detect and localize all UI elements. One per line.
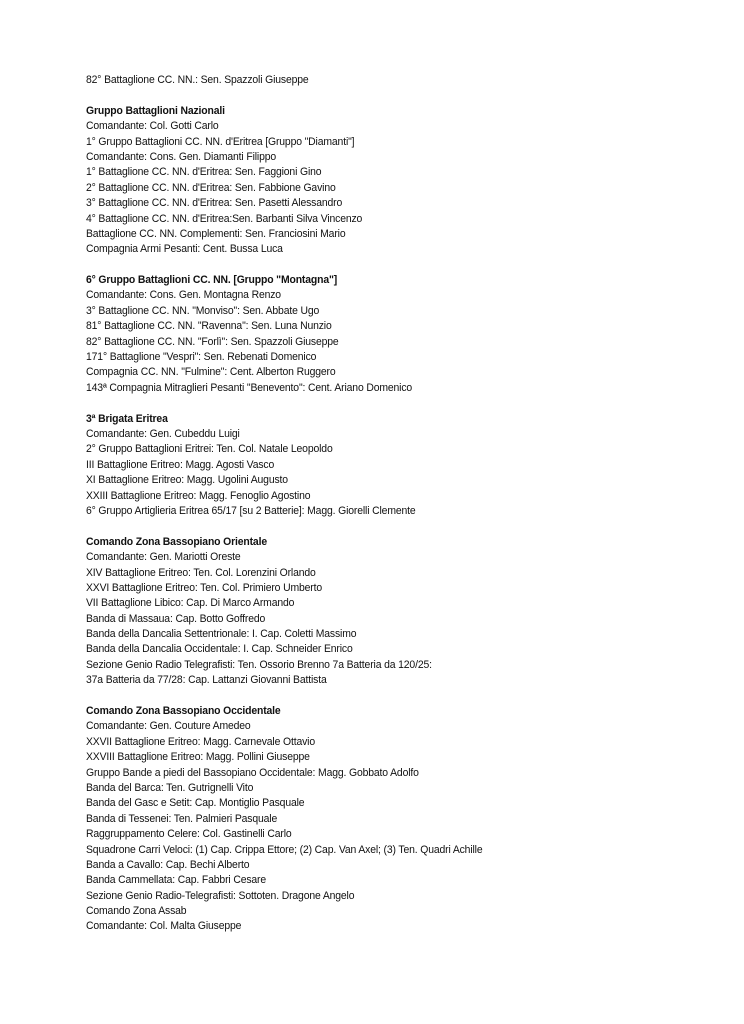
section-line: Banda del Gasc e Setit: Cap. Montiglio Pasquale [86,797,305,810]
section-line: 3° Battaglione CC. NN. d'Eritrea: Sen. Pasetti Alessandro [86,197,343,210]
section-line: XXVIII Battaglione Eritreo: Magg. Pollini Giuseppe [86,751,310,764]
section-line: XXIII Battaglione Eritreo: Magg. Fenoglio Agostino [86,489,311,502]
document-page [86,73,726,935]
section-line: 81° Battaglione CC. NN. "Ravenna": Sen. Luna Nunzio [86,320,332,333]
section-line: Banda Cammellata: Cap. Fabbri Cesare [86,874,267,887]
section-line: 4° Battaglione CC. NN. d'Eritrea:Sen. Barbanti Silva Vincenzo [86,212,363,225]
section-line: Banda di Massaua: Cap. Botto Goffredo [86,612,266,625]
section-spacer [86,689,726,704]
section-line: Compagnia CC. NN. "Fulmine": Cent. Alberton Ruggero [86,366,336,379]
section-block [86,273,726,396]
section-line: Squadrone Carri Veloci: (1) Cap. Crippa Ettore; (2) Cap. Van Axel; (3) Ten. Quadri Achille [86,843,483,856]
section-line: XXVI Battaglione Eritreo: Ten. Col. Primiero Umberto [86,581,323,594]
section-spacer [86,258,726,273]
section-line: 82° Battaglione CC. NN. "Forlì": Sen. Spazzoli Giuseppe [86,335,339,348]
section-line: Sezione Genio Radio Telegrafisti: Ten. Ossorio Brenno 7a Batteria da 120/25: [86,658,432,671]
section-line: 2° Battaglione CC. NN. d'Eritrea: Sen. Fabbione Gavino [86,181,336,194]
section-heading: Comando Zona Bassopiano Occidentale [86,705,281,718]
section-line: Battaglione CC. NN. Complementi: Sen. Franciosini Mario [86,227,346,240]
section-line: Gruppo Bande a piedi del Bassopiano Occidentale: Magg. Gobbato Adolfo [86,766,419,779]
section-block [86,535,726,689]
section-heading: 6° Gruppo Battaglioni CC. NN. [Gruppo "Montagna"] [86,274,338,287]
section-spacer [86,88,726,103]
section-line: Banda della Dancalia Settentrionale: I. Cap. Coletti Massimo [86,628,357,641]
section-block [86,412,726,520]
section-block [86,704,726,935]
section-line: Banda di Tessenei: Ten. Palmieri Pasquale [86,812,278,825]
section-spacer [86,519,726,534]
section-line: 3° Battaglione CC. NN. "Monviso": Sen. Abbate Ugo [86,304,320,317]
section-heading: 3ª Brigata Eritrea [86,412,168,425]
section-line: Banda a Cavallo: Cap. Bechi Alberto [86,858,250,871]
section-line: 1° Battaglione CC. NN. d'Eritrea: Sen. Faggioni Gino [86,166,322,179]
section-line: Comandante: Cons. Gen. Diamanti Filippo [86,150,277,163]
section-line: 37a Batteria da 77/28: Cap. Lattanzi Giovanni Battista [86,674,327,687]
section-line: Comandante: Cons. Gen. Montagna Renzo [86,289,281,302]
section-line: Comandante: Col. Gotti Carlo [86,120,219,133]
section-line: XIV Battaglione Eritreo: Ten. Col. Lorenzini Orlando [86,566,316,579]
section-line: VII Battaglione Libico: Cap. Di Marco Armando [86,597,295,610]
section-line: III Battaglione Eritreo: Magg. Agosti Vasco [86,458,275,471]
section-line: Banda della Dancalia Occidentale: I. Cap. Schneider Enrico [86,643,353,656]
section-line: Comandante: Gen. Mariotti Oreste [86,551,241,564]
section-line: Sezione Genio Radio-Telegrafisti: Sottoten. Dragone Angelo [86,889,355,902]
section-line: Comando Zona Assab [86,905,187,918]
section-line: 171° Battaglione "Vespri": Sen. Rebenati Domenico [86,351,317,364]
section-line: Comandante: Gen. Cubeddu Luigi [86,427,240,440]
section-line: Raggruppamento Celere: Col. Gastinelli Carlo [86,828,292,841]
section-line: XXVII Battaglione Eritreo: Magg. Carnevale Ottavio [86,735,315,748]
section-heading: Comando Zona Bassopiano Orientale [86,535,267,548]
intro-line: 82° Battaglione CC. NN.: Sen. Spazzoli Giuseppe [86,74,309,86]
section-line: 6° Gruppo Artiglieria Eritrea 65/17 [su 2 Batterie]: Magg. Giorelli Clemente [86,504,416,517]
section-line: Comandante: Col. Malta Giuseppe [86,920,242,933]
section-line: Banda del Barca: Ten. Gutrignelli Vito [86,781,254,794]
section-line: 143ª Compagnia Mitraglieri Pesanti "Benevento": Cent. Ariano Domenico [86,381,413,394]
section-line: XI Battaglione Eritreo: Magg. Ugolini Augusto [86,474,288,487]
section-line: Comandante: Gen. Couture Amedeo [86,720,251,733]
section-line: Compagnia Armi Pesanti: Cent. Bussa Luca [86,243,283,256]
section-block [86,104,726,258]
sections-container [86,88,726,934]
section-line: 2° Gruppo Battaglioni Eritrei: Ten. Col. Natale Leopoldo [86,443,333,456]
section-spacer [86,396,726,411]
section-heading: Gruppo Battaglioni Nazionali [86,104,225,117]
section-line: 1° Gruppo Battaglioni CC. NN. d'Eritrea [Gruppo "Diamanti"] [86,135,355,148]
